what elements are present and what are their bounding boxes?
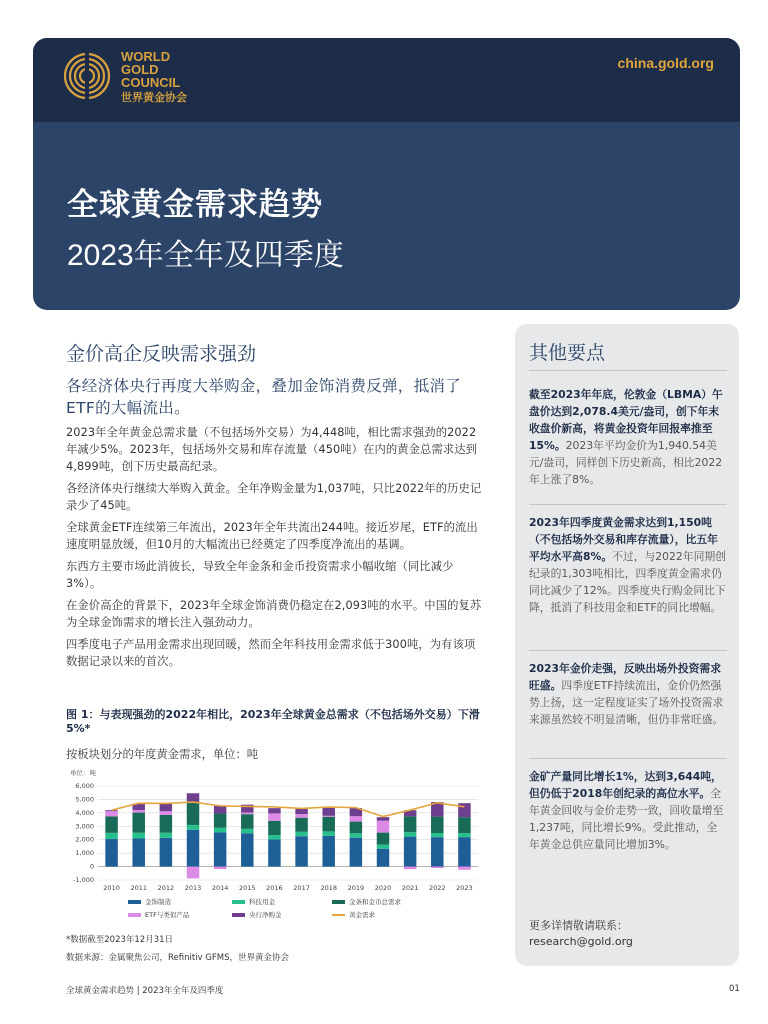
x-tick-label: 2017: [293, 884, 310, 892]
page-number: 01: [729, 984, 740, 994]
bar-segment: [105, 816, 117, 833]
bar-segment: [295, 809, 307, 814]
y-tick-label: 4,000: [75, 808, 94, 817]
x-tick-label: 2013: [184, 884, 202, 892]
sidebar-block-text: 四季度ETF持续流出，金价仍然强势上扬，这一定程度证实了场外投资需求来源虽然较不明显清晰，但仍非常旺盛。: [529, 679, 724, 726]
bar-segment: [431, 837, 443, 866]
legend-label: 金饰制造: [145, 898, 171, 906]
chart-unit-label: 单位：吨: [70, 769, 96, 777]
bar-segment: [377, 849, 389, 867]
bar-segment: [214, 813, 226, 827]
sidebar-block-text: 全年黄金回收与金价走势一致，回收量增至1,237吨，同比增长9%。受此推动，全年黄金总供应量同比增加3%。: [529, 787, 724, 851]
header-top-bar: [33, 38, 740, 122]
bar-segment: [458, 803, 470, 817]
legend-label: 央行净购金: [249, 911, 282, 919]
bar-segment: [160, 815, 172, 833]
legend-item: [332, 897, 401, 906]
sidebar-block: [529, 386, 727, 488]
legend-swatch: [128, 900, 141, 904]
paragraph: 在金价高企的背景下，2023年全球金饰消费仍稳定在2,093吨的水平。中国的复苏为全球金饰需求的增长注入强劲动力。: [66, 599, 482, 629]
bar-segment: [187, 867, 199, 879]
page-subtitle: 2023年全年及四季度: [67, 239, 344, 272]
logo-line3: COUNCIL: [121, 75, 181, 90]
contact-label: 更多详情敬请联系：: [529, 919, 628, 932]
bar-segment: [105, 833, 117, 839]
legend-swatch: [128, 913, 141, 917]
figure-title: 图 1：与表现强劲的2022年相比，2023年全球黄金总需求（不包括场外交易）下滑5%*: [66, 708, 480, 735]
bar-segment: [431, 817, 443, 833]
legend-item: [232, 910, 282, 919]
bar-segment: [268, 839, 280, 866]
wgc-logo[interactable]: [63, 50, 187, 105]
sidebar-block-text: 不过，与2022年同期创纪录的1,303吨相比，四季度黄金需求仍同比减少了12%。四季度央行购金同比下降，抵消了科技用金和ETF的同比增幅。: [529, 550, 726, 614]
legend-item: [232, 897, 275, 906]
bar-segment: [377, 845, 389, 849]
bar-segment: [458, 817, 470, 833]
sidebar-block-bold: 2023年四季度黄金需求达到1,150吨（不包括场外交易和库存流量），比五年平均水平高8%。: [529, 516, 718, 563]
bar-segment: [132, 813, 144, 833]
y-tick-label: 3,000: [75, 822, 94, 831]
x-tick-label: 2015: [239, 884, 256, 892]
bar-segment: [105, 839, 117, 867]
footer-text: 全球黄金需求趋势 | 2023年全年及四季度: [66, 986, 224, 996]
sidebar-block-bold: 截至2023年年底，伦敦金（LBMA）午盘价达到2,078.4美元/盎司，创下年末收盘价新高，将黄金投资年回报率推至15%。: [529, 388, 723, 452]
header-banner: [33, 38, 740, 310]
bar-segment: [241, 829, 253, 833]
bar-segment: [241, 812, 253, 814]
bar-segment: [160, 833, 172, 838]
x-tick-label: 2019: [347, 884, 365, 892]
sidebar-divider: [529, 370, 727, 371]
y-tick-label: 6,000: [75, 782, 94, 790]
sidebar-block: [529, 514, 727, 616]
bar-segment: [214, 832, 226, 866]
bar-segment: [404, 867, 416, 870]
section-title: 金价高企反映需求强劲: [66, 343, 257, 365]
legend-label: 科技用金: [249, 898, 275, 906]
paragraph: 东西方主要市场此消彼长，导致全年金条和金币投资需求小幅收缩（同比减少3%）。: [66, 560, 454, 590]
bar-segment: [214, 828, 226, 833]
bar-segment: [214, 867, 226, 869]
bar-segment: [160, 811, 172, 815]
figure-subtitle: 按板块划分的年度黄金需求，单位：吨: [66, 748, 259, 761]
logo-wordmark: [121, 50, 187, 105]
bar-segment: [458, 833, 470, 837]
bar-segment: [187, 825, 199, 830]
paragraph: 各经济体央行继续大举购入黄金。全年净购金量为1,037吨，只比2022年的历史记录少了45吨。: [66, 482, 482, 512]
x-tick-label: 2014: [211, 884, 229, 892]
sidebar-block-text: 2023年平均金价为1,940.54美元/盎司，同样创下历史新高，相比2022年上涨了8%。: [529, 439, 723, 486]
contact-email[interactable]: research@gold.org: [529, 935, 633, 948]
legend-swatch: [332, 900, 345, 904]
bar-segment: [458, 867, 470, 870]
sidebar-block-bold: 金矿产量同比增长1%，达到3,644吨，但仍低于2018年创纪录的高位水平。: [529, 770, 722, 800]
bar-segment: [268, 808, 280, 813]
bar-segment: [187, 802, 199, 825]
bar-segment: [322, 836, 334, 867]
bar-segment: [377, 821, 389, 833]
legend-swatch: [232, 913, 245, 917]
bar-segment: [377, 833, 389, 845]
sidebar-title: 其他要点: [529, 342, 606, 364]
bar-segment: [350, 833, 362, 837]
sidebar-divider: [529, 650, 727, 651]
legend-label: 黄金需求: [349, 911, 375, 919]
paragraph: 四季度电子产品用金需求出现回暖，然而全年科技用金需求低于300吨，为有该项数据记录以来的首次。: [66, 638, 476, 668]
paragraph: 全球黄金ETF连续第三年流出，2023年全年共流出244吨。接近岁尾，ETF的流出速度明显放缓，但10月的大幅流出已经奠定了四季度净流出的基调。: [66, 521, 478, 551]
site-link[interactable]: china.gold.org: [617, 55, 714, 71]
legend-item: [128, 897, 171, 906]
bar-segment: [350, 822, 362, 834]
bar-segment: [350, 838, 362, 867]
bar-segment: [377, 817, 389, 820]
bar-segment: [404, 837, 416, 867]
x-tick-label: 2023: [456, 884, 473, 892]
bar-segment: [404, 832, 416, 836]
bar-segment: [132, 810, 144, 813]
bar-segment: [458, 837, 470, 866]
page-title: 全球黄金需求趋势: [67, 187, 323, 223]
legend-line-swatch: [332, 914, 345, 916]
bar-segment: [160, 838, 172, 867]
bar-segment: [268, 835, 280, 839]
bar-segment: [187, 830, 199, 867]
bar-segment: [295, 818, 307, 832]
bar-segment: [350, 816, 362, 821]
bar-segment: [322, 807, 334, 816]
sidebar-block: [529, 768, 727, 853]
logo-line1: WORLD: [121, 49, 171, 64]
x-tick-label: 2022: [429, 884, 446, 892]
x-tick-label: 2018: [320, 884, 337, 892]
figure-note: *数据截至2023年12月31日: [66, 935, 174, 945]
logo-cn: 世界黄金协会: [121, 92, 187, 104]
lead-text: 各经济体央行再度大举购金，叠加金饰消费反弹，抵消了ETF的大幅流出。: [66, 377, 462, 417]
legend-item: [332, 910, 375, 919]
bar-segment: [322, 831, 334, 835]
paragraph: 2023年全年黄金总需求量（不包括场外交易）为4,448吨，相比需求强劲的2022年减少5%。2023年，包括场外交易和库存流量（450吨）在内的黄金总需求达到4,899吨，创下历史最高纪录。: [66, 426, 478, 473]
bar-segment: [322, 817, 334, 832]
wgc-ring-icon: [63, 52, 111, 100]
bar-segment: [295, 832, 307, 836]
bar-segment: [268, 813, 280, 820]
bar-segment: [322, 816, 334, 817]
sidebar-block-bold: 2023年金价走强，反映出场外投资需求旺盛。: [529, 662, 722, 692]
bar-segment: [132, 833, 144, 839]
legend-label: 金条和金币总需求: [349, 898, 401, 906]
bar-segment: [132, 839, 144, 867]
x-tick-label: 2010: [103, 884, 120, 892]
legend-label: ETF与类似产品: [145, 911, 190, 919]
y-tick-label: -1,000: [73, 876, 94, 884]
sidebar-block: [529, 660, 727, 728]
contact-info: [529, 918, 633, 950]
figure-source: 数据来源：金属聚焦公司，Refinitiv GFMS，世界黄金协会: [66, 953, 289, 963]
bar-segment: [295, 814, 307, 818]
bar-segment: [431, 833, 443, 837]
y-tick-label: 0: [89, 862, 94, 871]
y-tick-label: 5,000: [75, 795, 94, 804]
logo-line2: GOLD: [121, 62, 159, 77]
bar-segment: [404, 816, 416, 832]
x-tick-label: 2011: [130, 884, 147, 892]
sidebar-divider: [529, 504, 727, 505]
bar-segment: [431, 867, 443, 868]
legend-swatch: [232, 900, 245, 904]
x-tick-label: 2020: [374, 884, 392, 892]
bar-segment: [105, 811, 117, 816]
main-column: [66, 335, 486, 670]
y-tick-label: 2,000: [75, 835, 94, 844]
bar-segment: [241, 814, 253, 829]
x-tick-label: 2016: [266, 884, 283, 892]
bar-segment: [241, 833, 253, 866]
legend-item: [128, 910, 189, 919]
bar-segment: [268, 821, 280, 835]
x-tick-label: 2012: [157, 884, 175, 892]
sidebar-divider: [529, 758, 727, 759]
bar-segment: [187, 793, 199, 801]
y-tick-label: 1,000: [75, 849, 94, 858]
sidebar: [515, 324, 739, 966]
bar-segment: [295, 836, 307, 866]
bar-segment: [160, 804, 172, 812]
bar-segment: [105, 810, 117, 811]
x-tick-label: 2021: [401, 884, 419, 892]
